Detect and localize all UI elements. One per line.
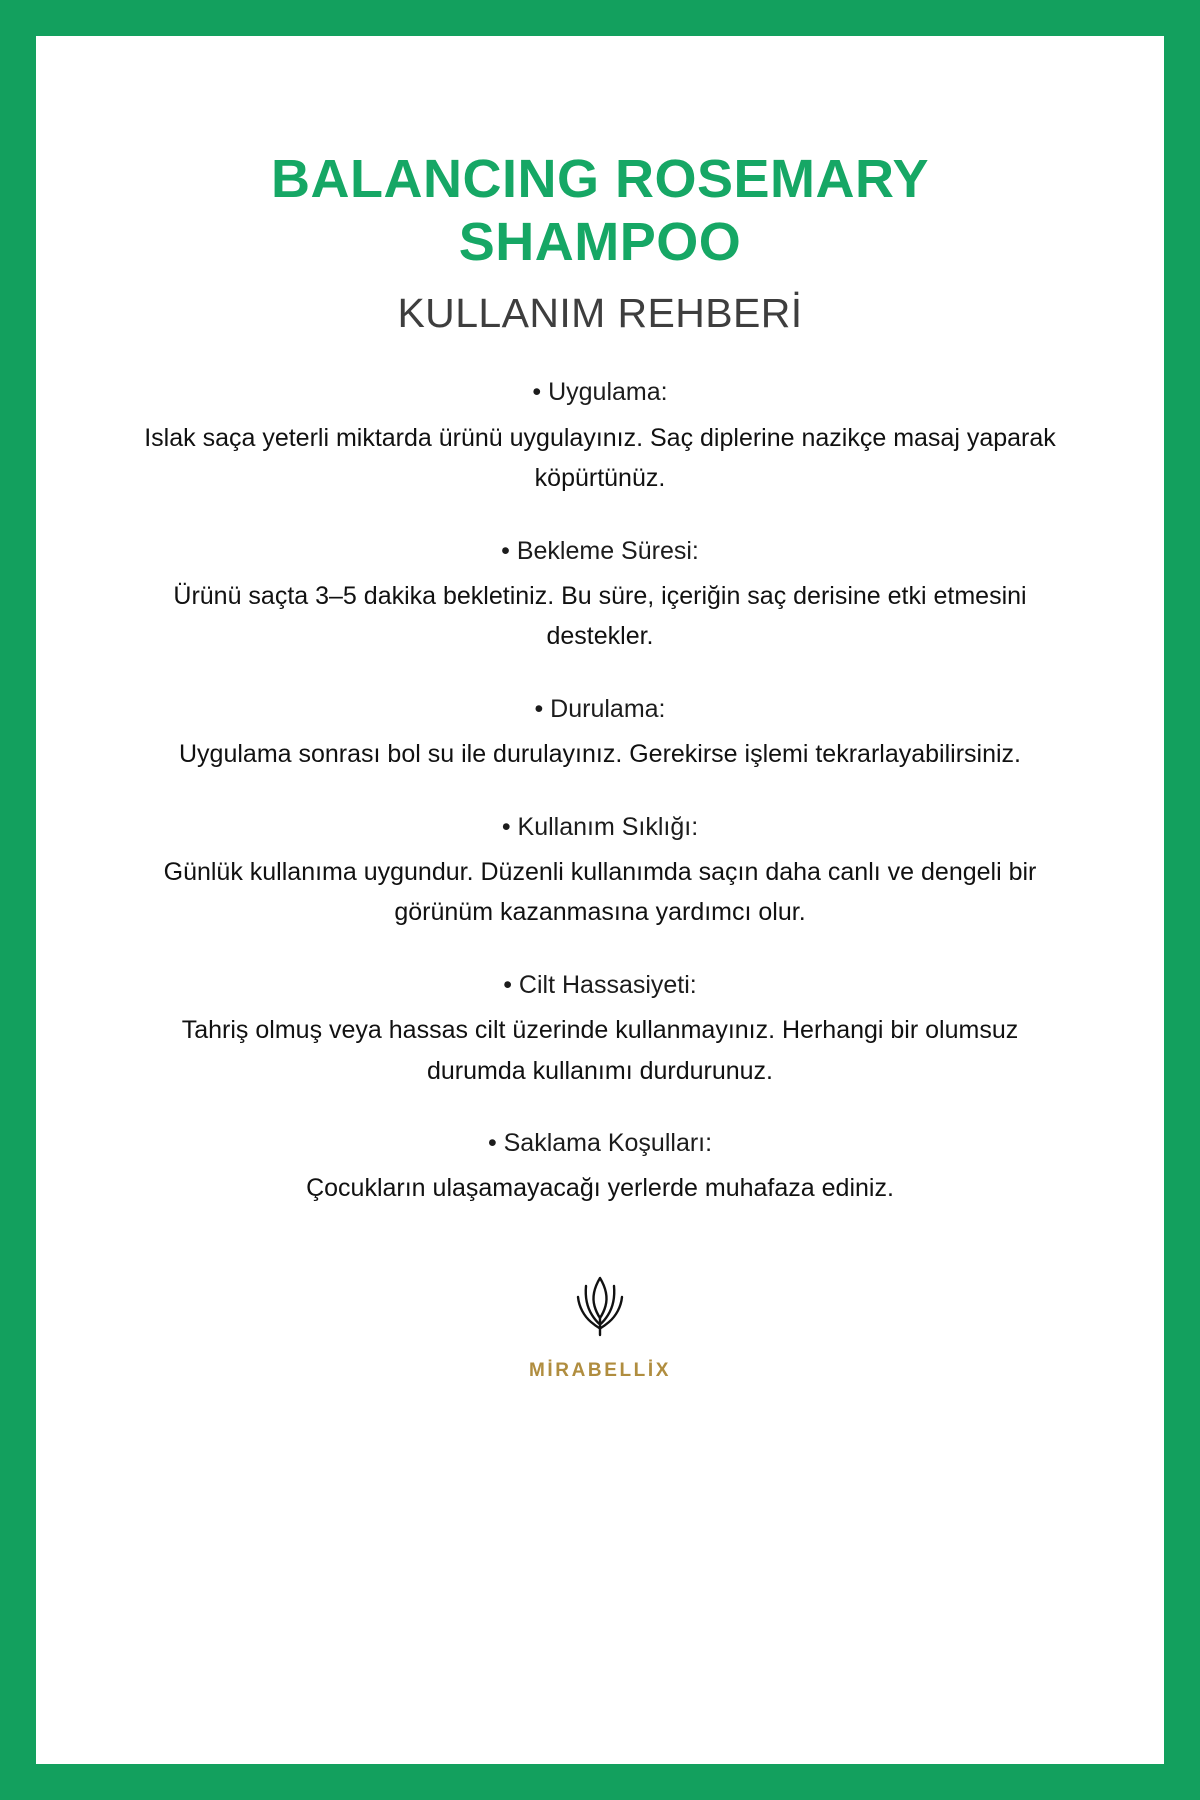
instruction-section — [126, 809, 1074, 933]
section-heading: • Cilt Hassasiyeti: — [503, 970, 697, 999]
section-body: Islak saça yeterli miktarda ürünü uygulayınız. Saç diplerine nazikçe masaj yaparak köpürtünüz. — [144, 423, 1056, 493]
section-body: Ürünü saçta 3–5 dakika bekletiniz. Bu süre, içeriğin saç derisine etki etmesini destekler. — [173, 581, 1027, 651]
page-title — [126, 148, 1074, 273]
section-heading: • Bekleme Süresi: — [501, 536, 699, 565]
page-subtitle: KULLANIM REHBERİ — [397, 290, 803, 337]
guide-card — [36, 36, 1164, 1764]
title-line-2: SHAMPOO — [458, 211, 742, 272]
card-content — [36, 36, 1164, 1382]
lotus-leaf-icon — [561, 1269, 639, 1347]
instruction-section — [126, 691, 1074, 775]
section-body: Uygulama sonrası bol su ile durulayınız. Gerekirse işlemi tekrarlayabilirsiniz. — [179, 740, 1021, 769]
section-body: Çocukların ulaşamayacağı yerlerde muhafaza ediniz. — [306, 1174, 894, 1203]
section-body: Tahriş olmuş veya hassas cilt üzerinde kullanmayınız. Herhangi bir olumsuz durumda kullanımı durdurunuz. — [181, 1016, 1019, 1085]
brand-name: MİRABELLİX — [528, 1359, 672, 1381]
section-body: Günlük kullanıma uygundur. Düzenli kullanımda saçın daha canlı ve dengeli bir görünüm kazanmasına yardımcı olur. — [163, 857, 1037, 927]
section-heading: • Uygulama: — [532, 378, 668, 407]
instruction-section — [126, 374, 1074, 498]
section-heading: • Saklama Koşulları: — [487, 1129, 713, 1158]
title-line-1: BALANCING ROSEMARY — [270, 149, 929, 209]
instruction-sections — [126, 374, 1074, 1209]
section-heading: • Kullanım Sıklığı: — [501, 812, 699, 841]
brand-logo — [126, 1269, 1074, 1382]
section-heading: • Durulama: — [534, 694, 666, 723]
instruction-section — [126, 533, 1074, 657]
instruction-section — [126, 967, 1074, 1091]
instruction-section — [126, 1125, 1074, 1209]
